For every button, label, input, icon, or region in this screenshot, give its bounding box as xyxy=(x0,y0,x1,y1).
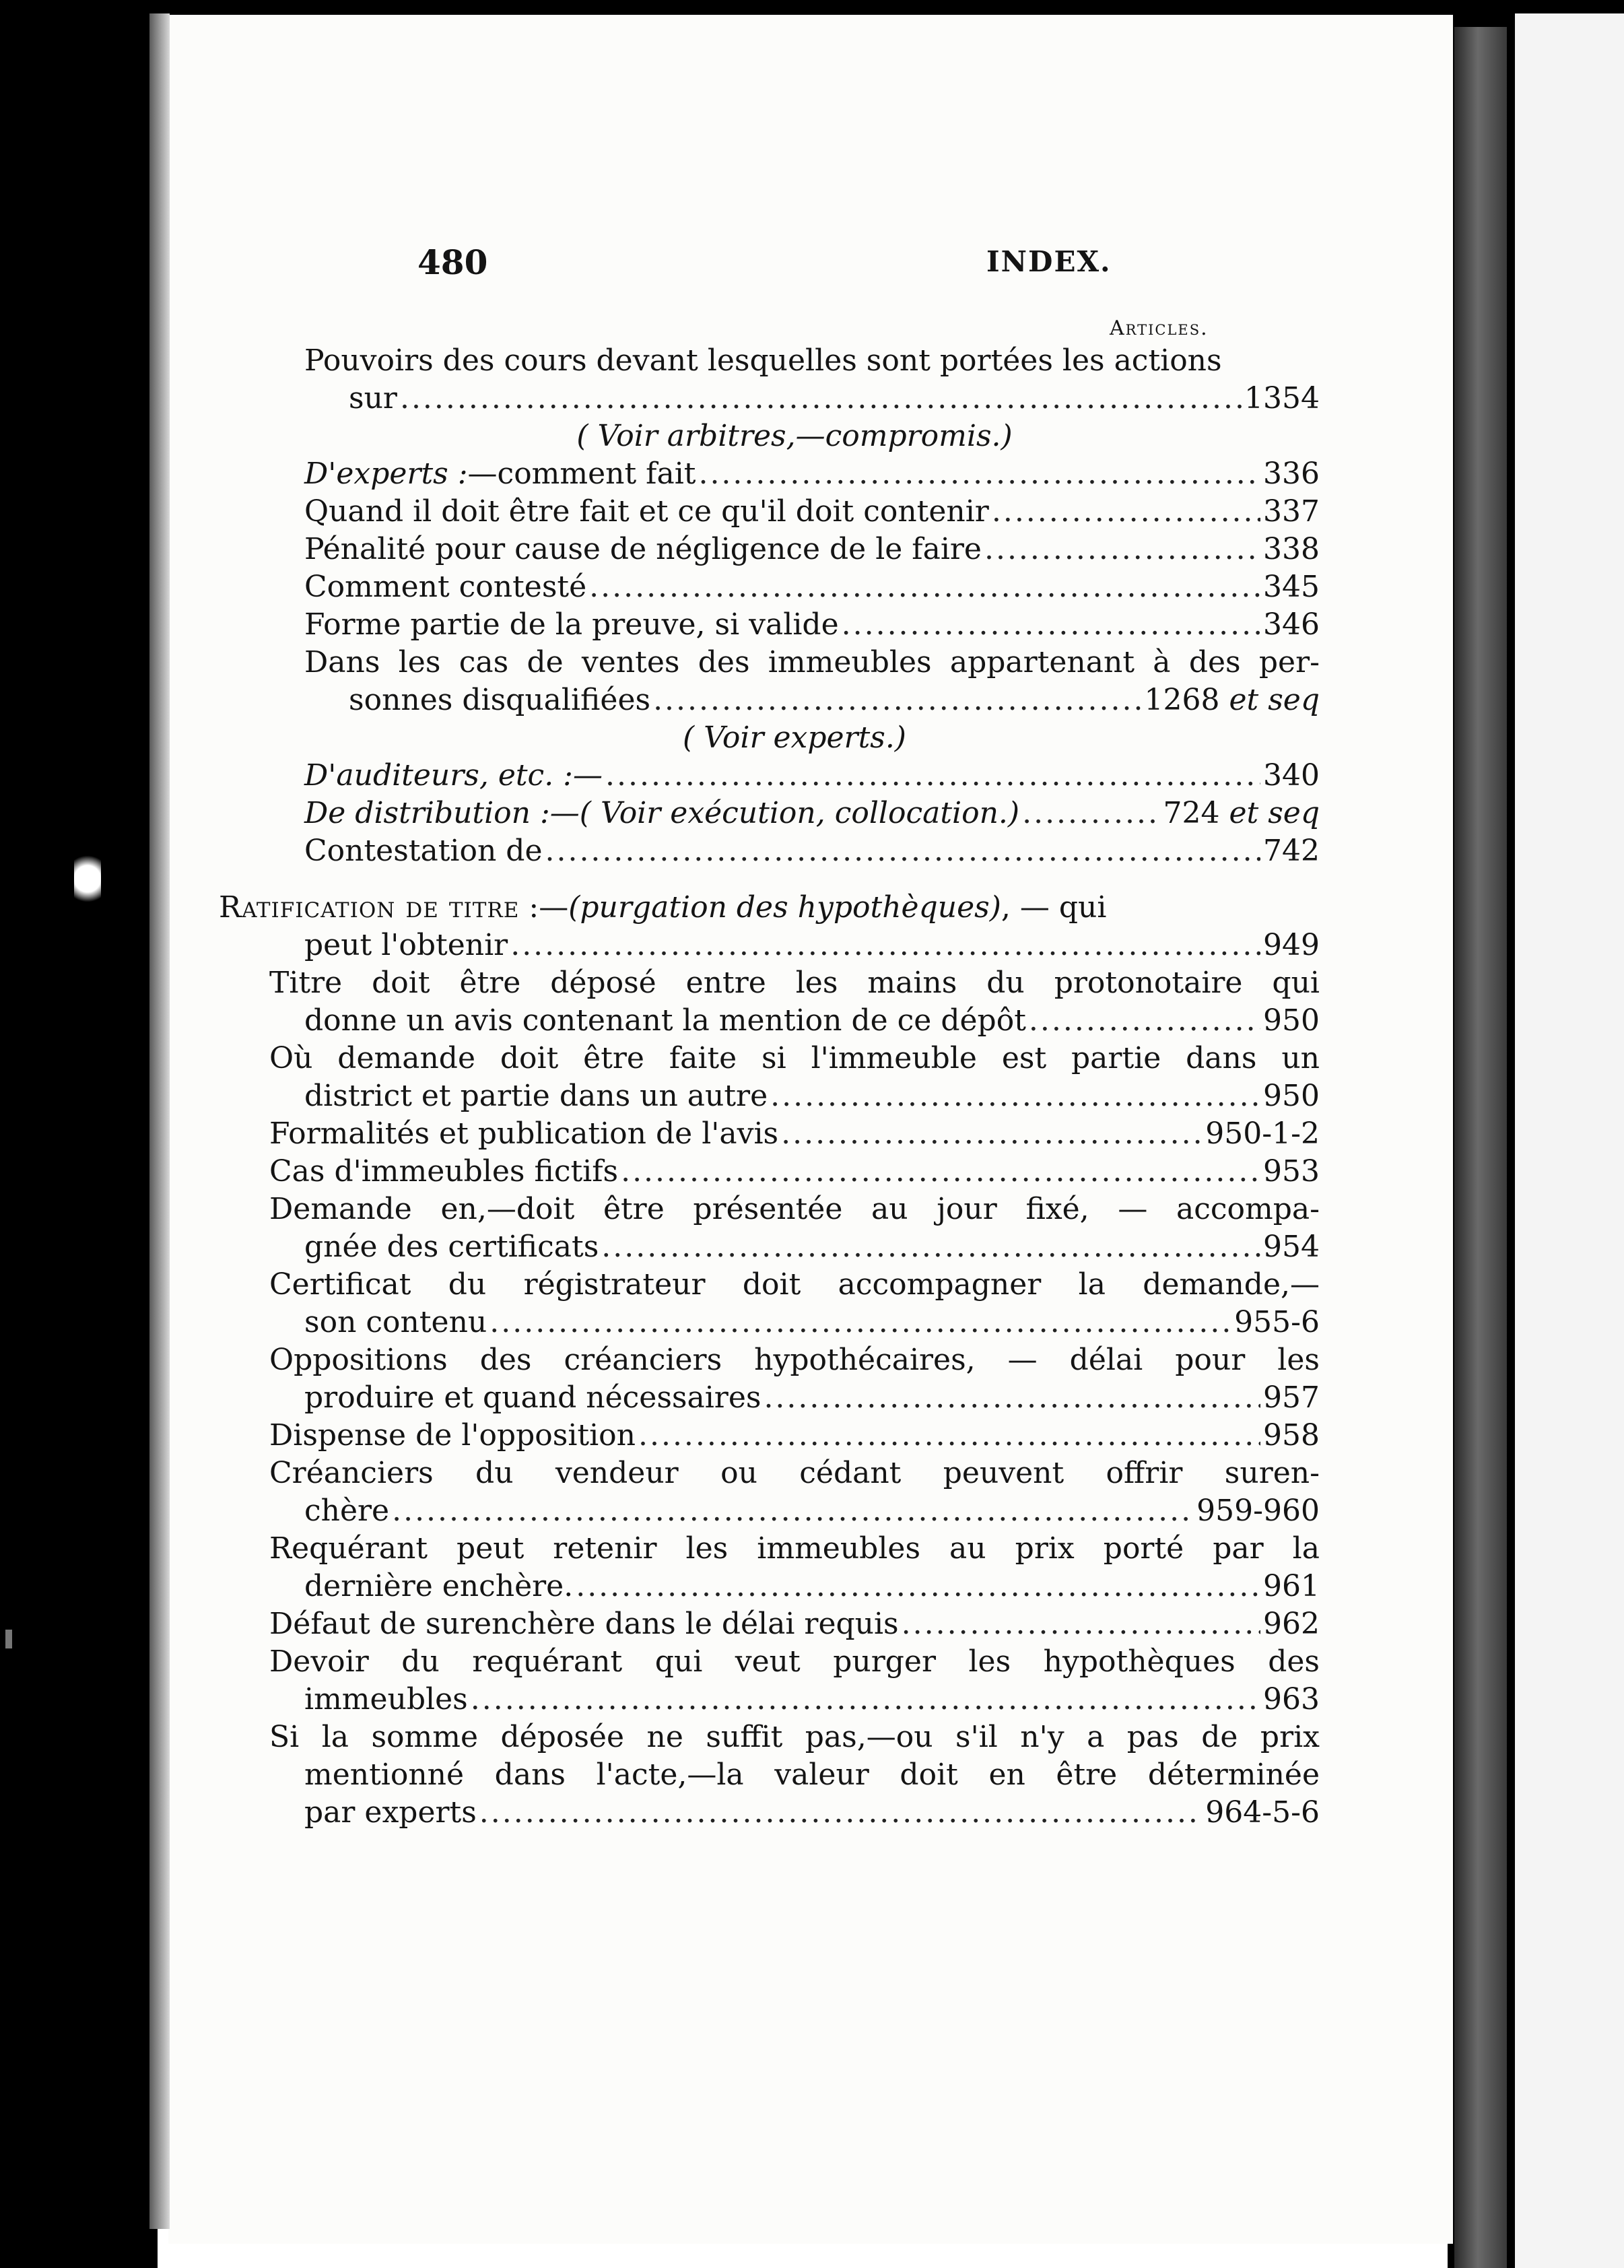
index-entry xyxy=(269,1643,1320,1681)
entry-ref: 957 xyxy=(1263,1380,1320,1415)
entry-text: Forme partie de la preuve, si valide xyxy=(304,607,839,642)
index-entry xyxy=(269,1077,1320,1115)
index-entry xyxy=(269,1191,1320,1228)
index-entry xyxy=(269,568,1320,606)
entry-ref: 742 xyxy=(1263,834,1320,868)
entry-text xyxy=(304,455,696,493)
index-entry xyxy=(269,681,1320,719)
entry-text: donne un avis contenant la mention de ce dépôt xyxy=(304,1003,1026,1038)
leader-dots xyxy=(778,1115,1203,1153)
entry-text: Où demande doit être faite si l'immeuble est partie dans un xyxy=(269,1041,1320,1075)
entry-text: Créanciers du vendeur ou cédant peuvent offrir suren- xyxy=(269,1456,1320,1490)
entry-ref: 959-960 xyxy=(1196,1494,1320,1528)
leader-dots xyxy=(397,380,1242,418)
entry-subhead: D'experts : xyxy=(304,457,468,491)
index-entry xyxy=(269,531,1320,568)
entry-text: sonnes disqualifiées xyxy=(349,683,651,717)
entry-text: Dans les cas de ventes des immeubles appartenant à des per- xyxy=(304,645,1320,679)
entry-text: Comment contesté xyxy=(304,570,587,604)
index-entry xyxy=(269,927,1320,964)
leader-dots xyxy=(1026,1002,1260,1040)
index-entry xyxy=(269,1304,1320,1341)
index-entry xyxy=(269,644,1320,681)
page-title: INDEX. xyxy=(986,245,1112,278)
entry-ref-suffix: et seq xyxy=(1229,683,1320,717)
cross-reference xyxy=(269,418,1320,455)
index-entry xyxy=(269,1794,1320,1832)
entry-ref: 964-5-6 xyxy=(1205,1795,1320,1830)
index-entry xyxy=(269,1417,1320,1455)
index-entry xyxy=(269,1266,1320,1304)
entry-ref: 340 xyxy=(1263,758,1320,793)
entry-text: district et partie dans un autre xyxy=(304,1079,768,1113)
index-entry xyxy=(269,1719,1320,1756)
index-entry xyxy=(269,1756,1320,1794)
leader-dots xyxy=(982,531,1260,568)
entry-text: Demande en,—doit être présentée au jour fixé, — accompa- xyxy=(269,1192,1320,1226)
entry-text: par experts xyxy=(304,1795,477,1830)
index-entry xyxy=(269,1341,1320,1379)
index-entry xyxy=(269,1530,1320,1568)
entry-text: Quand il doit être fait et ce qu'il doit contenir xyxy=(304,494,989,529)
page-shadow-right xyxy=(1454,27,1507,2268)
index-entry xyxy=(269,832,1320,870)
entry-ref-number: 724 xyxy=(1163,796,1220,830)
index-entry xyxy=(269,342,1320,380)
leader-dots xyxy=(768,1077,1260,1115)
scan-speck xyxy=(5,1630,12,1648)
entry-ref: 953 xyxy=(1263,1154,1320,1189)
entry-ref: 961 xyxy=(1263,1569,1320,1603)
entry-text: , — qui xyxy=(1001,890,1107,925)
index-entry xyxy=(269,493,1320,531)
index-content xyxy=(219,342,1320,1832)
entry-text: Dispense de l'opposition xyxy=(269,1418,636,1453)
entry-text: :— xyxy=(519,890,569,925)
entry-ref xyxy=(1161,795,1320,832)
entry-text: Requérant peut retenir les immeubles au prix porté par la xyxy=(269,1531,1320,1566)
index-entry xyxy=(269,1681,1320,1719)
entry-text: ( Voir arbitres,—compromis.) xyxy=(576,419,1013,453)
index-heading-entry xyxy=(219,889,1320,927)
entry-text: produire et quand nécessaires xyxy=(304,1380,762,1415)
leader-dots xyxy=(599,1228,1260,1266)
entry-ref: 950 xyxy=(1263,1079,1320,1113)
leader-dots xyxy=(1019,795,1160,832)
entry-text: —comment fait xyxy=(467,457,696,491)
entry-ref: 962 xyxy=(1263,1607,1320,1641)
leader-dots xyxy=(586,568,1260,606)
entry-ref: 958 xyxy=(1263,1418,1320,1453)
entry-ref: 950 xyxy=(1263,1003,1320,1038)
entry-text: dernière enchère. xyxy=(304,1569,574,1603)
entry-text: Titre doit être déposé entre les mains du protonotaire qui xyxy=(269,966,1320,1000)
page-number: 480 xyxy=(417,242,488,282)
entry-text: ( Voir experts.) xyxy=(683,721,906,755)
index-entry xyxy=(269,1002,1320,1040)
entry-text: sur xyxy=(349,381,397,415)
scan-border-left xyxy=(0,0,158,2268)
leader-dots xyxy=(618,1153,1260,1191)
entry-ref: 955-6 xyxy=(1234,1305,1320,1339)
entry-ref: 346 xyxy=(1263,607,1320,642)
entry-ref: 950-1-2 xyxy=(1205,1116,1320,1151)
entry-ref xyxy=(1142,681,1320,719)
entry-ref: 338 xyxy=(1263,532,1320,566)
leader-dots xyxy=(487,1304,1231,1341)
index-entry xyxy=(269,380,1320,418)
leader-dots xyxy=(989,493,1260,531)
index-entry xyxy=(269,964,1320,1002)
index-entry xyxy=(269,1153,1320,1191)
entry-ref: 949 xyxy=(1263,928,1320,962)
entry-ref: 1354 xyxy=(1244,381,1320,415)
index-heading: Ratification de titre xyxy=(219,890,520,925)
scan-speck xyxy=(74,848,101,909)
index-entry xyxy=(269,1492,1320,1530)
leader-dots xyxy=(508,927,1260,964)
entry-text: Cas d'immeubles fictifs xyxy=(269,1154,619,1189)
next-page-edge xyxy=(1515,13,1624,2268)
leader-dots xyxy=(696,455,1260,493)
entry-ref: 345 xyxy=(1263,570,1320,604)
leader-dots xyxy=(839,606,1260,644)
index-entry xyxy=(269,1115,1320,1153)
entry-text: Pouvoirs des cours devant lesquelles sont portées les actions xyxy=(304,343,1222,378)
entry-text: gnée des certificats xyxy=(304,1230,599,1264)
entry-text: Certificat du régistrateur doit accompagner la demande,— xyxy=(269,1267,1320,1302)
entry-gloss: (purgation des hypothèques) xyxy=(568,890,1001,925)
entry-text: Pénalité pour cause de négligence de le faire xyxy=(304,532,982,566)
leader-dots xyxy=(477,1794,1203,1832)
entry-ref-number: 1268 xyxy=(1144,683,1220,717)
leader-dots xyxy=(542,832,1260,870)
leader-dots xyxy=(573,1568,1260,1605)
page-shadow-left xyxy=(149,13,170,2229)
index-entry xyxy=(269,1568,1320,1605)
entry-text: chère xyxy=(304,1494,390,1528)
entry-text: Formalités et publication de l'avis xyxy=(269,1116,779,1151)
entry-text: Oppositions des créanciers hypothécaires, — délai pour les xyxy=(269,1343,1320,1377)
index-entry xyxy=(269,1379,1320,1417)
index-entry xyxy=(269,1455,1320,1492)
entry-text: immeubles xyxy=(304,1682,468,1716)
entry-text: Si la somme déposée ne suffit pas,—ou s'il n'y a pas de prix xyxy=(269,1720,1320,1754)
index-entry xyxy=(269,1605,1320,1643)
leader-dots xyxy=(761,1379,1260,1417)
index-entry xyxy=(269,757,1320,795)
entry-text: Devoir du requérant qui veut purger les hypothèques des xyxy=(269,1644,1320,1679)
cross-reference xyxy=(269,719,1320,757)
entry-ref: 963 xyxy=(1263,1682,1320,1716)
entry-text: Défaut de surenchère dans le délai requis xyxy=(269,1607,899,1641)
entry-text: mentionné dans l'acte,—la valeur doit en être déterminée xyxy=(304,1758,1320,1792)
entry-ref: 336 xyxy=(1263,457,1320,491)
entry-text: Contestation de xyxy=(304,834,543,868)
leader-dots xyxy=(636,1417,1260,1455)
index-entry xyxy=(269,1228,1320,1266)
index-entry xyxy=(269,795,1320,832)
index-entry xyxy=(269,606,1320,644)
column-label: Articles. xyxy=(1110,316,1209,340)
section-gap xyxy=(269,870,1320,889)
index-entry xyxy=(269,1040,1320,1077)
entry-ref-suffix: et seq xyxy=(1229,796,1320,830)
leader-dots xyxy=(650,681,1141,719)
entry-text: son contenu xyxy=(304,1305,487,1339)
entry-ref: 337 xyxy=(1263,494,1320,529)
leader-dots xyxy=(899,1605,1260,1643)
index-entry xyxy=(269,455,1320,493)
entry-ref: 954 xyxy=(1263,1230,1320,1264)
entry-text: peut l'obtenir xyxy=(304,928,508,962)
leader-dots xyxy=(389,1492,1194,1530)
entry-subhead: De distribution :—( Voir exécution, collocation.) xyxy=(304,796,1020,830)
leader-dots xyxy=(468,1681,1260,1719)
leader-dots xyxy=(603,757,1260,795)
entry-subhead: D'auditeurs, etc. :— xyxy=(304,758,603,793)
scan-border-top xyxy=(0,0,1624,15)
